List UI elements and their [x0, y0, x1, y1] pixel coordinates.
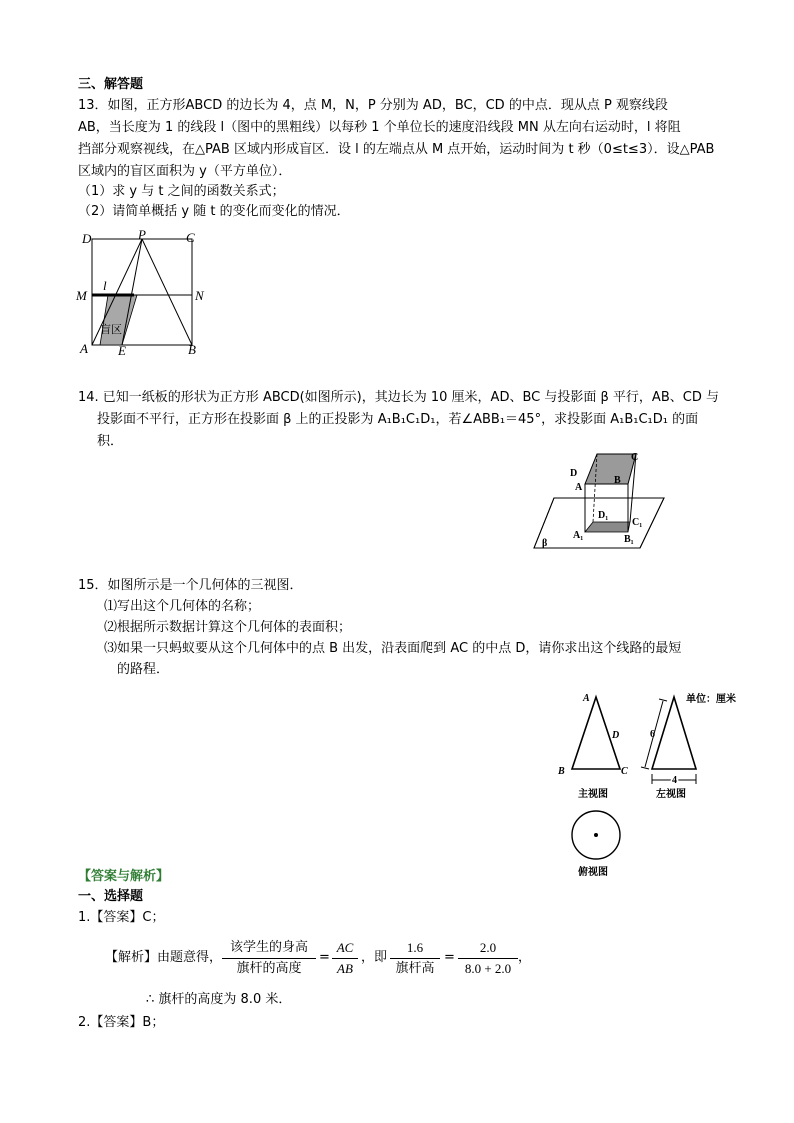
connector-ji: ，即	[361, 950, 388, 965]
frac3-denominator: 旗杆高	[395, 961, 435, 976]
frac3-bar	[390, 958, 440, 959]
q13-label-D: D	[82, 231, 92, 246]
q14-label-beta: β	[542, 538, 548, 549]
frac4-numerator: 2.0	[479, 940, 497, 955]
q15-label-side-view: 左视图	[656, 789, 686, 800]
q15-label-C: C	[621, 766, 628, 777]
answer-1-conclusion: ∴ 旗杆的高度为 8.0 米．	[146, 992, 292, 1007]
frac1-denominator: 旗杆的高度	[236, 961, 302, 976]
q15-label-D: D	[612, 730, 620, 741]
section-heading: 三、解答题	[78, 77, 144, 92]
q15-label-four: 4	[672, 775, 677, 786]
q14-label-C1: C₁	[632, 517, 643, 528]
q13-figure	[74, 228, 214, 360]
q14-label-D: D	[570, 468, 578, 479]
q13-label-P: P	[138, 228, 146, 242]
q15-label-unit: 单位：厘米	[686, 694, 736, 705]
q14-line2: 投影面不平行，正方形在投影面 β 上的正投影为 A₁B₁C₁D₁，若∠ABB₁＝45°，求投影面 A₁B₁C₁D₁ 的面	[97, 412, 699, 427]
q14-label-D1: D₁	[598, 510, 609, 521]
q13-label-N: N	[195, 288, 204, 303]
frac1-numerator: 该学生的身高	[229, 940, 308, 955]
frac2-denominator: AB	[337, 961, 353, 976]
q15-label-B: B	[558, 766, 565, 777]
q13-label-l: l	[103, 278, 107, 293]
q14-figure	[530, 450, 672, 552]
q13-line4: 区域内的盲区面积为 y（平方单位）．	[78, 164, 292, 179]
trailing-comma: ，	[518, 950, 532, 965]
q13-label-M: M	[76, 288, 87, 303]
q13-label-B: B	[188, 342, 196, 357]
answers-heading: 【答案与解析】	[78, 869, 170, 884]
q15-sub2: ⑵根据所示数据计算这个几何体的表面积；	[104, 620, 352, 635]
frac3-numerator: 1.6	[406, 940, 424, 955]
q15-label-front-view: 主视图	[578, 789, 608, 800]
frac1-bar	[222, 958, 316, 959]
q14-label-B: B	[614, 475, 621, 486]
q13-label-C: C	[186, 230, 195, 245]
q14-label-A1: A₁	[573, 530, 584, 541]
answers-section-heading: 一、选择题	[78, 889, 144, 904]
answer-1-explanation-label: 【解析】由题意得，	[105, 950, 223, 965]
equals-sign-2: =	[444, 950, 455, 965]
q15-label-A: A	[583, 693, 590, 704]
answer-1: 1.【答案】C；	[78, 910, 165, 925]
q13-line2: AB，当长度为 1 的线段 l（图中的黑粗线）以每秒 1 个单位长的速度沿线段 MN 从左向右运动时，l 将阻	[78, 120, 681, 135]
q14-label-B1: B₁	[624, 534, 634, 545]
frac4-bar	[458, 958, 518, 959]
frac2-numerator: AC	[336, 940, 354, 955]
q13-label-E: E	[118, 343, 126, 358]
q15-label-top-view: 俯视图	[578, 867, 608, 878]
frac2-bar	[332, 958, 358, 959]
q13-sub1: （1）求 y 与 t 之间的函数关系式；	[78, 184, 285, 199]
q13-label-A: A	[80, 341, 88, 356]
q13-label-blind-zone: 盲区	[100, 323, 122, 336]
q15-sub3b: 的路程．	[117, 662, 170, 677]
q13-line1: 13．如图，正方形ABCD 的边长为 4，点 M，N，P 分别为 AD，BC，CD 的中点．现从点 P 观察线段	[78, 98, 668, 113]
q13-line3: 挡部分观察视线，在△PAB 区域内形成盲区．设 l 的左端点从 M 点开始，运动时间为 t 秒（0≤t≤3）．设△PAB	[78, 142, 715, 157]
q13-sub2: （2）请简单概括 y 随 t 的变化而变化的情况．	[78, 204, 350, 219]
equals-sign-1: =	[319, 950, 330, 965]
q15-label-six: 6	[650, 729, 655, 740]
frac4-denominator: 8.0 + 2.0	[464, 961, 512, 976]
answer-2: 2.【答案】B；	[78, 1015, 165, 1030]
q15-figure	[550, 685, 780, 885]
q15-sub1: ⑴写出这个几何体的名称；	[104, 599, 261, 614]
q14-line1: 14. 已知一纸板的形状为正方形 ABCD(如图所示)，其边长为 10 厘米，AD、BC 与投影面 β 平行，AB、CD 与	[78, 390, 719, 405]
q15-line1: 15．如图所示是一个几何体的三视图．	[78, 578, 303, 593]
q14-label-A: A	[575, 482, 583, 493]
q15-sub3a: ⑶如果一只蚂蚁要从这个几何体中的点 B 出发，沿表面爬到 AC 的中点 D，请你求出这个线路的最短	[104, 641, 682, 656]
q14-line3: 积．	[97, 434, 124, 449]
q14-label-C: C	[631, 452, 639, 463]
